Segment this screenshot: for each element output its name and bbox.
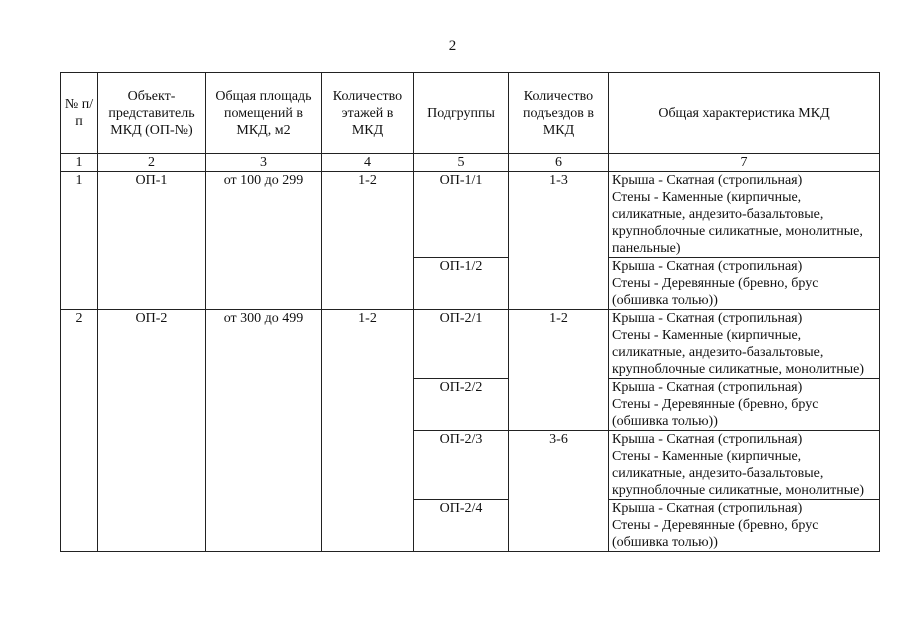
roof-text: Крыша - Скатная (стропильная)	[612, 432, 803, 447]
column-number: 2	[98, 154, 206, 172]
mkd-description	[609, 172, 880, 258]
header-cell: Общая характеристика МКД	[609, 73, 880, 154]
column-number: 5	[414, 154, 509, 172]
mkd-description	[609, 258, 880, 310]
row-number: 1	[61, 172, 98, 310]
walls-text: Стены - Деревянные (бревно, брус (обшивка толью))	[612, 276, 819, 308]
area-range: от 100 до 299	[206, 172, 322, 310]
mkd-description	[609, 431, 880, 500]
mkd-description	[609, 379, 880, 431]
walls-text: Стены - Деревянные (бревно, брус (обшивка толью))	[612, 397, 819, 429]
subgroup-name: ОП-1/2	[414, 258, 509, 310]
table-row	[61, 310, 880, 379]
walls-text: Стены - Каменные (кирпичные, силикатные, андезито-базальтовые, крупноблочные силикатные, монолитные)	[612, 328, 865, 377]
mkd-table	[60, 72, 880, 552]
page-number: 2	[448, 38, 457, 54]
column-number-row	[61, 154, 880, 172]
walls-text: Стены - Каменные (кирпичные, силикатные, андезито-базальтовые, крупноблочные силикатные, монолитные, панельные)	[612, 190, 863, 256]
roof-text: Крыша - Скатная (стропильная)	[612, 311, 803, 326]
mkd-description	[609, 500, 880, 552]
column-number: 6	[509, 154, 609, 172]
roof-text: Крыша - Скатная (стропильная)	[612, 259, 803, 274]
header-cell: Общая площадь помещений в МКД, м2	[206, 73, 322, 154]
subgroup-name: ОП-1/1	[414, 172, 509, 258]
column-number: 3	[206, 154, 322, 172]
subgroup-name: ОП-2/1	[414, 310, 509, 379]
subgroup-name: ОП-2/3	[414, 431, 509, 500]
header-row	[61, 73, 880, 154]
row-number: 2	[61, 310, 98, 552]
header-cell: Объект-представитель МКД (ОП-№)	[98, 73, 206, 154]
entrances-count: 1-3	[509, 172, 609, 310]
header-cell: Количество подъездов в МКД	[509, 73, 609, 154]
entrances-count: 3-6	[509, 431, 609, 552]
column-number: 1	[61, 154, 98, 172]
roof-text: Крыша - Скатная (стропильная)	[612, 380, 803, 395]
header-cell: Количество этажей в МКД	[322, 73, 414, 154]
subgroup-name: ОП-2/4	[414, 500, 509, 552]
object-code: ОП-2	[98, 310, 206, 552]
object-code: ОП-1	[98, 172, 206, 310]
walls-text: Стены - Деревянные (бревно, брус (обшивка толью))	[612, 518, 819, 550]
header-cell: Подгруппы	[414, 73, 509, 154]
column-number: 7	[609, 154, 880, 172]
mkd-description	[609, 310, 880, 379]
roof-text: Крыша - Скатная (стропильная)	[612, 501, 803, 516]
floors-count: 1-2	[322, 172, 414, 310]
column-number: 4	[322, 154, 414, 172]
header-cell: № п/п	[61, 73, 98, 154]
table-row	[61, 172, 880, 258]
subgroup-name: ОП-2/2	[414, 379, 509, 431]
area-range: от 300 до 499	[206, 310, 322, 552]
entrances-count: 1-2	[509, 310, 609, 431]
roof-text: Крыша - Скатная (стропильная)	[612, 173, 803, 188]
floors-count: 1-2	[322, 310, 414, 552]
walls-text: Стены - Каменные (кирпичные, силикатные, андезито-базальтовые, крупноблочные силикатные, монолитные)	[612, 449, 865, 498]
